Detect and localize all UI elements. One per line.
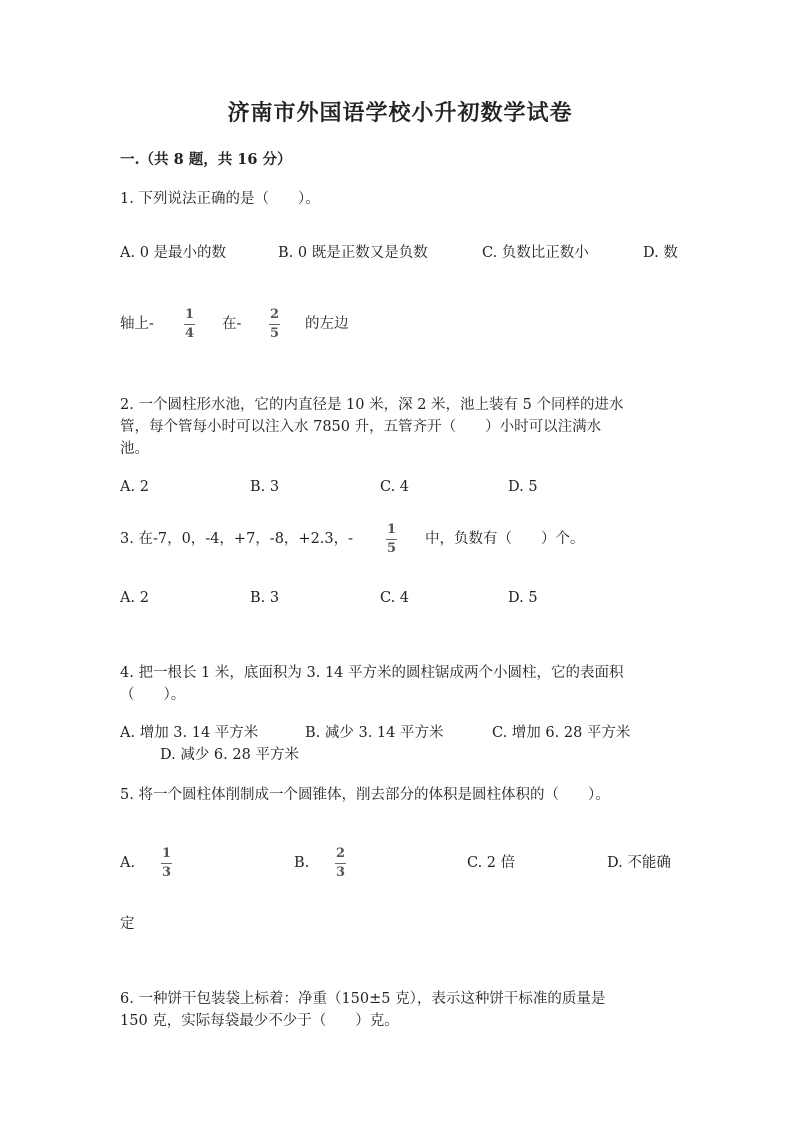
q3-option-a: A. 2 [120,590,149,606]
q5-option-b-label: B. [294,855,310,871]
q1-option-a: A. 0 是最小的数 [120,245,227,261]
q5-option-d: D. 不能确 [607,855,671,871]
q2-stem-line2: 管，每个管每小时可以注入水 7850 升，五管齐开（ ）小时可以注满水 [120,419,602,435]
q1-fraction-two-fifths [269,308,280,341]
fraction-numerator: 2 [269,307,280,322]
page-title: 济南市外国语学校小升初数学试卷 [227,100,573,126]
q1-option-b: B. 0 既是正数又是负数 [278,245,428,261]
q3-stem-end: 中，负数有（ ）个。 [425,531,585,547]
q5-option-c: C. 2 倍 [467,855,516,871]
q2-option-a: A. 2 [120,479,149,495]
q2-option-b: B. 3 [250,479,280,495]
q4-stem-line2: （ ）。 [120,687,186,703]
q5-stem: 5. 将一个圆柱体削制成一个圆锥体，削去部分的体积是圆柱体积的（ ）。 [120,787,610,803]
q4-option-d: D. 减少 6. 28 平方米 [160,747,299,763]
q5-option-a-fraction [161,847,172,880]
q1-option-d-continued: 轴上- [120,316,154,332]
q2-stem-line1: 2. 一个圆柱形水池，它的内直径是 10 米，深 2 米，池上装有 5 个同样的进水 [120,397,624,413]
fraction-bar [335,863,346,864]
q3-stem-start: 3. 在-7，0，-4，+7，-8，+2.3，- [120,531,354,547]
fraction-numerator: 1 [386,522,397,537]
fraction-bar [184,324,195,325]
q1-option-d-middle: 在- [222,316,242,332]
q3-fraction-one-fifth [386,523,397,556]
fraction-numerator: 2 [335,846,346,861]
q1-option-d: D. 数 [643,245,678,261]
q2-stem-line3: 池。 [120,441,149,457]
q1-option-c: C. 负数比正数小 [482,245,589,261]
q3-option-d: D. 5 [508,590,538,606]
fraction-denominator: 3 [161,865,172,880]
q4-stem-line1: 4. 把一根长 1 米，底面积为 3. 14 平方米的圆柱锯成两个小圆柱，它的表面积 [120,665,624,681]
q2-option-c: C. 4 [380,479,410,495]
fraction-denominator: 3 [335,865,346,880]
q2-option-d: D. 5 [508,479,538,495]
q3-option-c: C. 4 [380,590,410,606]
q3-option-b: B. 3 [250,590,280,606]
q4-option-c: C. 增加 6. 28 平方米 [492,725,631,741]
q6-stem-line1: 6. 一种饼干包装袋上标着：净重（150±5 克），表示这种饼干标准的质量是 [120,991,606,1007]
fraction-bar [269,324,280,325]
fraction-denominator: 5 [269,326,280,341]
q4-option-a: A. 增加 3. 14 平方米 [120,725,259,741]
fraction-denominator: 4 [184,326,195,341]
q4-option-b: B. 减少 3. 14 平方米 [305,725,444,741]
q6-stem-line2: 150 克，实际每袋最少不少于（ ）克。 [120,1013,399,1029]
q1-fraction-one-quarter [184,308,195,341]
fraction-bar [161,863,172,864]
section-heading: 一.（共 8 题，共 16 分） [120,151,292,168]
fraction-numerator: 1 [161,846,172,861]
fraction-bar [386,539,397,540]
fraction-denominator: 5 [386,541,397,556]
q5-option-d-continued: 定 [120,916,135,932]
fraction-numerator: 1 [184,307,195,322]
q1-stem: 1. 下列说法正确的是（ ）。 [120,191,320,207]
q1-option-d-end: 的左边 [305,316,349,332]
q5-option-b-fraction [335,847,346,880]
q5-option-a-label: A. [120,855,136,871]
